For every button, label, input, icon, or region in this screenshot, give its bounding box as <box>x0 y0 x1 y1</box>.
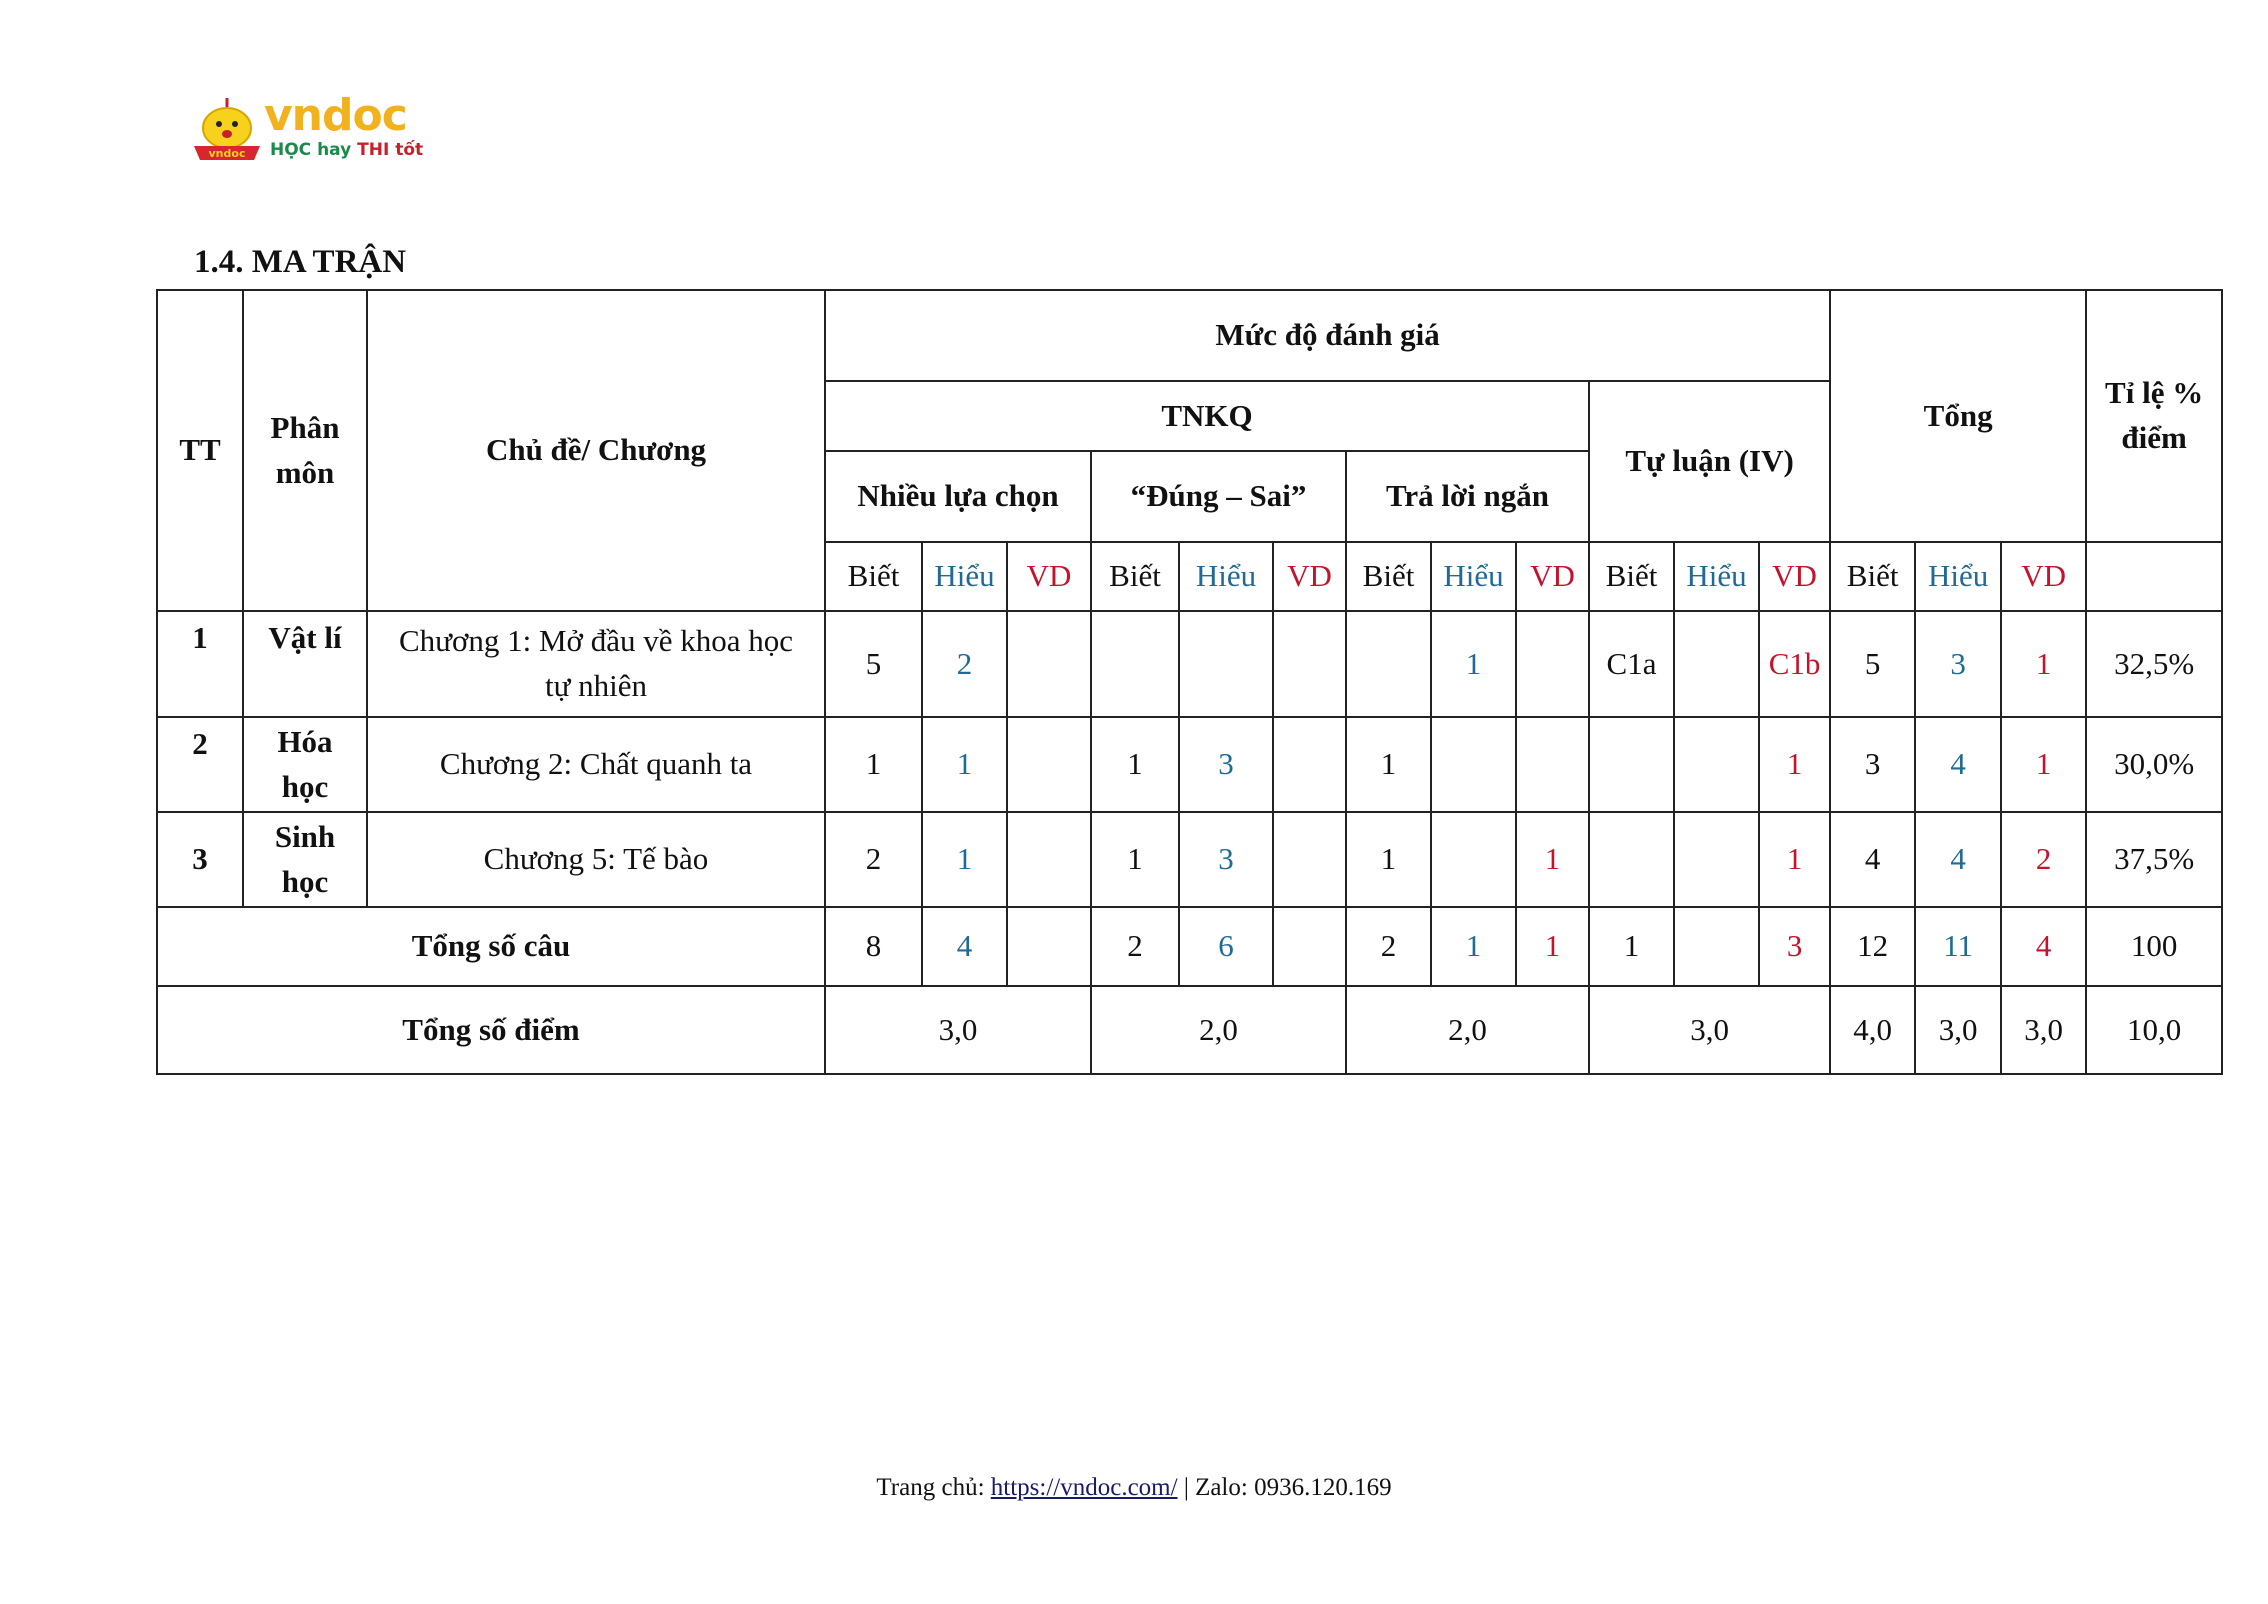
cell-ds-vd <box>1273 907 1346 986</box>
header-nhieu-lua-chon: Nhiều lựa chọn <box>825 451 1091 542</box>
cell-nlc-hieu: 1 <box>922 717 1007 812</box>
subheader-hieu: Hiểu <box>1179 542 1273 611</box>
page-footer <box>0 1474 2268 1502</box>
table-row <box>157 611 2222 717</box>
cell-ds-vd <box>1273 717 1346 812</box>
header-dung-sai: “Đúng – Sai” <box>1091 451 1346 542</box>
cell-tong-hieu: 4 <box>1915 717 2001 812</box>
points-ti-le: 10,0 <box>2086 986 2222 1074</box>
vndoc-logo <box>192 90 424 168</box>
points-tong-vd: 3,0 <box>2001 986 2086 1074</box>
cell-ds-hieu <box>1179 611 1273 717</box>
subheader-vd: VD <box>1007 542 1091 611</box>
points-tu-luan: 3,0 <box>1589 986 1830 1074</box>
row-chu-de: Chương 2: Chất quanh ta <box>367 717 825 812</box>
subheader-biet: Biết <box>1589 542 1674 611</box>
cell-nlc-vd <box>1007 717 1091 812</box>
table-row <box>157 717 2222 812</box>
row-chu-de: Chương 5: Tế bào <box>367 812 825 907</box>
cell-tln-biet: 1 <box>1346 717 1431 812</box>
subheader-biet: Biết <box>1830 542 1915 611</box>
cell-tl-vd: 3 <box>1759 907 1830 986</box>
cell-tl-vd: 1 <box>1759 717 1830 812</box>
header-tong: Tổng <box>1830 290 2086 542</box>
header-tra-loi-ngan: Trả lời ngắn <box>1346 451 1589 542</box>
cell-tl-biet <box>1589 812 1674 907</box>
cell-tong-biet: 5 <box>1830 611 1915 717</box>
subheader-vd: VD <box>1273 542 1346 611</box>
cell-ds-hieu: 3 <box>1179 717 1273 812</box>
cell-tong-biet: 4 <box>1830 812 1915 907</box>
footer-zalo: | Zalo: 0936.120.169 <box>1177 1474 1392 1501</box>
logo-brand-text: vndoc <box>264 90 407 141</box>
cell-tln-vd <box>1516 611 1589 717</box>
subheader-vd: VD <box>1516 542 1589 611</box>
points-tong-hieu: 3,0 <box>1915 986 2001 1074</box>
cell-nlc-biet: 5 <box>825 611 922 717</box>
cell-nlc-hieu: 4 <box>922 907 1007 986</box>
cell-tl-biet: C1a <box>1589 611 1674 717</box>
cell-tln-vd: 1 <box>1516 812 1589 907</box>
row-tt: 2 <box>157 717 243 812</box>
cell-tln-hieu: 1 <box>1431 907 1516 986</box>
header-muc-do: Mức độ đánh giá <box>825 290 1830 381</box>
logo-slogan: HỌC hay THI tốt <box>270 140 424 160</box>
cell-tl-biet: 1 <box>1589 907 1674 986</box>
subheader-ti-le-empty <box>2086 542 2222 611</box>
cell-nlc-biet: 8 <box>825 907 922 986</box>
subheader-vd: VD <box>1759 542 1830 611</box>
cell-nlc-vd <box>1007 812 1091 907</box>
cell-ds-biet: 1 <box>1091 812 1179 907</box>
cell-tln-biet: 2 <box>1346 907 1431 986</box>
header-tu-luan: Tự luận (IV) <box>1589 381 1830 542</box>
section-title: 1.4. MA TRẬN <box>194 244 407 280</box>
cell-tong-hieu: 3 <box>1915 611 2001 717</box>
row-phan-mon: Vật lí <box>243 611 367 717</box>
subheader-hieu: Hiểu <box>1915 542 2001 611</box>
cell-ds-hieu: 3 <box>1179 812 1273 907</box>
subheader-hieu: Hiểu <box>1674 542 1759 611</box>
cell-tln-vd <box>1516 717 1589 812</box>
header-chu-de: Chủ đề/ Chương <box>367 290 825 611</box>
cell-tl-hieu <box>1674 907 1759 986</box>
cell-nlc-biet: 2 <box>825 812 922 907</box>
cell-tong-hieu: 11 <box>1915 907 2001 986</box>
subheader-vd: VD <box>2001 542 2086 611</box>
cell-nlc-vd <box>1007 611 1091 717</box>
cell-tong-biet: 3 <box>1830 717 1915 812</box>
header-tt: TT <box>157 290 243 611</box>
cell-ti-le: 100 <box>2086 907 2222 986</box>
cell-tong-hieu: 4 <box>1915 812 2001 907</box>
row-tt: 1 <box>157 611 243 717</box>
cell-tl-biet <box>1589 717 1674 812</box>
cell-tl-vd: 1 <box>1759 812 1830 907</box>
cell-tong-vd: 1 <box>2001 611 2086 717</box>
total-questions-row <box>157 907 2222 986</box>
row-tt: 3 <box>157 812 243 907</box>
cell-ds-hieu: 6 <box>1179 907 1273 986</box>
header-tnkq: TNKQ <box>825 381 1589 451</box>
cell-nlc-biet: 1 <box>825 717 922 812</box>
header-phan-mon: Phân môn <box>243 290 367 611</box>
points-nhieu-lua-chon: 3,0 <box>825 986 1091 1074</box>
subheader-biet: Biết <box>825 542 922 611</box>
cell-tong-vd: 2 <box>2001 812 2086 907</box>
footer-prefix: Trang chủ: <box>876 1474 991 1501</box>
cell-tln-vd: 1 <box>1516 907 1589 986</box>
cell-ti-le: 37,5% <box>2086 812 2222 907</box>
cell-tln-hieu <box>1431 717 1516 812</box>
cell-tl-hieu <box>1674 717 1759 812</box>
cell-tl-hieu <box>1674 611 1759 717</box>
header-ti-le: Tỉ lệ % điểm <box>2086 290 2222 542</box>
cell-ti-le: 30,0% <box>2086 717 2222 812</box>
cell-ds-vd <box>1273 611 1346 717</box>
cell-tln-hieu <box>1431 812 1516 907</box>
cell-tl-vd: C1b <box>1759 611 1830 717</box>
points-tong-biet: 4,0 <box>1830 986 1915 1074</box>
cell-ds-vd <box>1273 812 1346 907</box>
row-chu-de: Chương 1: Mở đầu về khoa học tự nhiên <box>367 611 825 717</box>
cell-ds-biet: 2 <box>1091 907 1179 986</box>
subheader-biet: Biết <box>1091 542 1179 611</box>
subheader-hieu: Hiểu <box>1431 542 1516 611</box>
cell-tl-hieu <box>1674 812 1759 907</box>
row-phan-mon: Hóa học <box>243 717 367 812</box>
total-points-label: Tổng số điểm <box>157 986 825 1074</box>
subheader-biet: Biết <box>1346 542 1431 611</box>
cell-nlc-hieu: 1 <box>922 812 1007 907</box>
cell-tong-vd: 4 <box>2001 907 2086 986</box>
subheader-hieu: Hiểu <box>922 542 1007 611</box>
table-row <box>157 812 2222 907</box>
total-questions-label: Tổng số câu <box>157 907 825 986</box>
homepage-link[interactable]: https://vndoc.com/ <box>990 1474 1178 1501</box>
cell-tong-biet: 12 <box>1830 907 1915 986</box>
cell-tln-biet <box>1346 611 1431 717</box>
points-dung-sai: 2,0 <box>1091 986 1346 1074</box>
cell-tln-biet: 1 <box>1346 812 1431 907</box>
mascot-icon <box>192 96 262 166</box>
cell-ds-biet <box>1091 611 1179 717</box>
points-tra-loi-ngan: 2,0 <box>1346 986 1589 1074</box>
cell-nlc-vd <box>1007 907 1091 986</box>
row-phan-mon: Sinh học <box>243 812 367 907</box>
assessment-matrix-table <box>156 289 2223 1075</box>
total-points-row <box>157 986 2222 1074</box>
cell-ti-le: 32,5% <box>2086 611 2222 717</box>
cell-ds-biet: 1 <box>1091 717 1179 812</box>
svg-text:vndoc: vndoc <box>208 147 246 160</box>
cell-tong-vd: 1 <box>2001 717 2086 812</box>
cell-nlc-hieu: 2 <box>922 611 1007 717</box>
cell-tln-hieu: 1 <box>1431 611 1516 717</box>
